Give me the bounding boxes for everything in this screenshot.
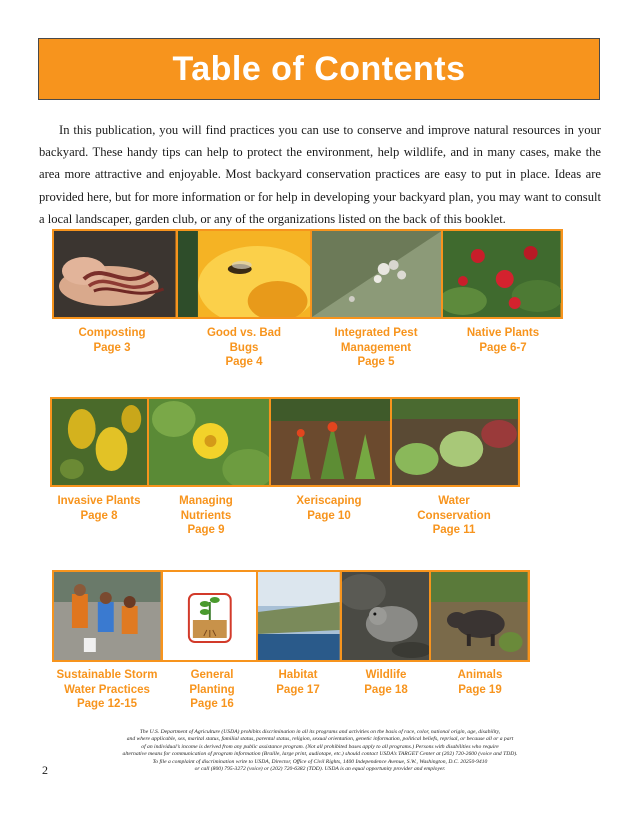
- toc-item-page: Page 8: [80, 509, 118, 522]
- toc-item-title: Good vs. Bad: [206, 327, 282, 339]
- yellow-flower-leaves-photo: [149, 399, 269, 485]
- toc-item-page: Page 5: [357, 356, 395, 368]
- toc-item-general-planting[interactable]: [165, 668, 259, 712]
- footer-line: or call (800) 795-3272 (voice) or (202) 720-6382 (TDD). USDA is an equal opportunity provider and employer.: [194, 766, 446, 773]
- toc-item-page: Page 9: [187, 524, 225, 536]
- hoverfly-on-flower-photo: [178, 231, 310, 317]
- toc-item-title: Native Plants: [466, 327, 540, 339]
- toc-item-wildlife[interactable]: [342, 668, 430, 697]
- toc-item-title: General: [190, 669, 234, 681]
- toc-item-animals[interactable]: [434, 668, 526, 697]
- toc-item-title: Integrated Pest: [334, 327, 418, 339]
- insects-on-leaf-photo: [312, 231, 441, 317]
- toc-item-title: Habitat: [278, 669, 318, 681]
- toc-item-title: Management: [340, 341, 412, 354]
- vegetable-garden-photo: [392, 399, 518, 485]
- footer-line: alternative means for communication of program information (Braille, large print, audiotape, etc.) should contact USDA’s TARGET Center at (202) 720-2600 (voice and TDD).: [122, 751, 518, 758]
- toc-item-integrated-pest-management[interactable]: [312, 326, 440, 370]
- toc-item-sustainable-storm-water[interactable]: [46, 668, 168, 712]
- toc-item-good-vs-bad-bugs[interactable]: [180, 326, 308, 370]
- seabird-chick-photo: [342, 572, 430, 660]
- toc-item-title: Composting: [78, 327, 146, 339]
- toc-item-title: Conservation: [417, 509, 491, 522]
- toc-item-page: Page 12-15: [76, 698, 138, 710]
- wild-pig-photo: [431, 572, 528, 660]
- toc-item-habitat[interactable]: [256, 668, 340, 697]
- footer-line: of an individual’s income is derived from any public assistance program. (Not all prohibited bases apply to all programs.) Persons with disabilities who require: [141, 743, 499, 750]
- toc-item-page: Page 10: [307, 509, 351, 522]
- toc-item-page: Page 19: [458, 683, 502, 696]
- seedling-planting-icon: [163, 572, 257, 660]
- photo-strip-row-1: [52, 229, 563, 319]
- toc-item-title: Xeriscaping: [296, 495, 362, 507]
- toc-item-native-plants[interactable]: [443, 326, 563, 355]
- page-number: 2: [42, 763, 48, 777]
- toc-item-xeriscaping[interactable]: [270, 494, 388, 523]
- toc-item-title: Bugs: [229, 341, 259, 354]
- footer-line: The U.S. Department of Agriculture (USDA) prohibits discrimination in all its programs and activities on the basis of race, color, national origin, age, disability,: [139, 729, 501, 735]
- photo-strip-row-3: [52, 570, 530, 662]
- worms-in-hand-photo: [54, 231, 176, 317]
- toc-item-page: Page 11: [432, 524, 476, 536]
- red-native-flowers-photo: [443, 231, 561, 317]
- title-banner: [38, 38, 600, 100]
- toc-item-page: Page 16: [190, 698, 234, 710]
- toc-item-composting[interactable]: [52, 326, 172, 355]
- nondiscrimination-statement: [60, 729, 580, 773]
- toc-item-title: Water: [438, 495, 470, 507]
- page-title: Table of Contents: [172, 49, 466, 88]
- xeriscape-garden-photo: [271, 399, 390, 485]
- toc-item-title: Water Practices: [64, 683, 150, 696]
- toc-item-page: Page 18: [364, 683, 408, 696]
- toc-item-title: Nutrients: [180, 509, 232, 522]
- footer-line: To file a complaint of discrimination write to USDA, Director, Office of Civil Rights, 1400 Independence Avenue, S.W., Washington, D.C. 20250-9410: [152, 758, 488, 765]
- toc-item-page: Page 3: [93, 341, 131, 354]
- toc-item-title: Animals: [457, 669, 503, 681]
- intro-paragraph: In this publication, you will find practices you can use to conserve and improve natural resources in your backyard. These handy tips can help to protect the environment, help wildlife, and in many cases, make the area more attractive and enjoyable. Most backyard conservation practices are easy to put in place. Ideas are provided here, but for more information or for help in developing your backyard plan, you may want to consult a local landscaper, garden club, or any of the organizations listed on the back of this booklet.: [39, 123, 601, 226]
- toc-item-title: Planting: [189, 683, 235, 696]
- toc-item-invasive-plants[interactable]: [40, 494, 158, 523]
- photo-strip-row-2: [50, 397, 520, 487]
- toc-item-title: Managing: [179, 495, 233, 507]
- toc-item-title: Sustainable Storm: [56, 669, 158, 681]
- toc-item-page: Page 6-7: [479, 341, 527, 354]
- toc-item-page: Page 4: [225, 356, 263, 368]
- footer-line: and where applicable, sex, marital status, familial status, parental status, religion, sexual orientation, genetic information, political beliefs, reprisal, or because all or a part: [126, 736, 514, 743]
- volunteers-working-photo: [54, 572, 161, 660]
- toc-item-managing-nutrients[interactable]: [150, 494, 262, 538]
- toc-item-title: Wildlife: [365, 669, 407, 681]
- toc-item-water-conservation[interactable]: [394, 494, 514, 538]
- yellow-invasive-plant-photo: [52, 399, 147, 485]
- coastal-landscape-photo: [258, 572, 340, 660]
- toc-item-title: Invasive Plants: [57, 495, 141, 507]
- toc-item-page: Page 17: [276, 683, 320, 696]
